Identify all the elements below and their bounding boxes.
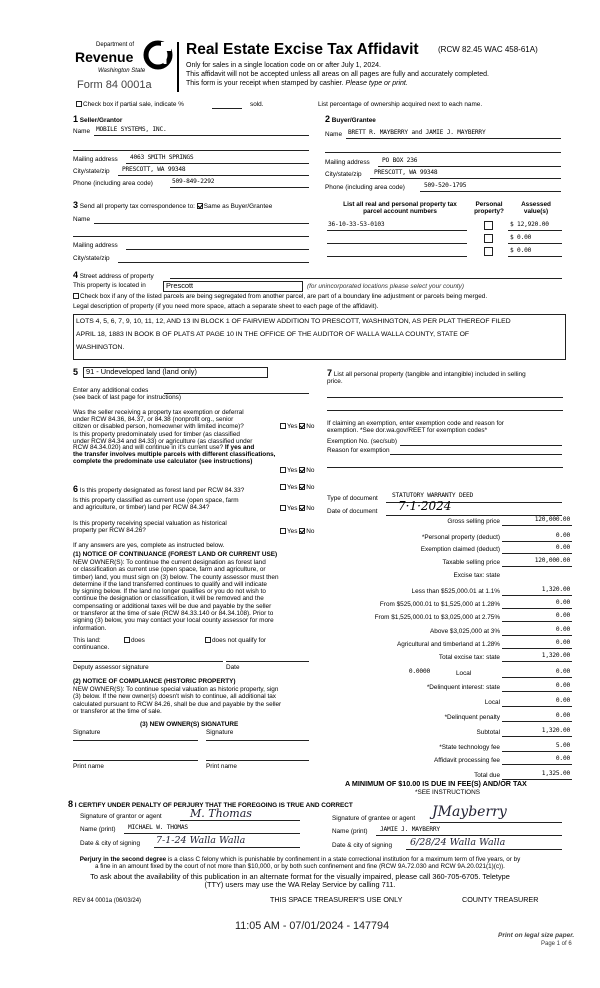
- sec6-q3: Is this property receiving special valuation as historical property per RCW 84.26?: [73, 520, 227, 535]
- tax-row-label: Local: [484, 699, 500, 706]
- sec6-q1: 6 Is this property designated as forest land per RCW 84.33?: [73, 484, 245, 494]
- dor-logo-icon: [143, 40, 173, 70]
- exemption-text: If claiming an exemption, enter exemption code and reason for exemption. *See dor.wa.gov/REET for exemption codes*: [327, 420, 504, 435]
- sec3-name-line-2: [73, 236, 309, 237]
- reason-label: Reason for exemption: [327, 447, 390, 454]
- tax-row-value: 5.00: [555, 742, 570, 749]
- owner-print-label-2: Print name: [206, 763, 237, 770]
- doc-date-value: 7·1·2024: [398, 499, 452, 513]
- tax-row-line[interactable]: [502, 635, 572, 636]
- tax-row-value: 0.00: [555, 755, 570, 762]
- page-number: Page 1 of 6: [541, 941, 572, 947]
- owner-signature-line-2[interactable]: [206, 740, 309, 741]
- tax-row-line[interactable]: [502, 595, 572, 596]
- tax-row-label: From $525,000.01 to $1,525,000 at 1.28%: [379, 601, 500, 608]
- this-land-label: This land: continuance.: [73, 637, 110, 652]
- assessed-line-1[interactable]: [508, 230, 562, 231]
- owner-print-line-1[interactable]: [73, 760, 198, 761]
- seller-phone-line[interactable]: [170, 187, 309, 188]
- grantor-date-line[interactable]: [154, 847, 300, 848]
- tax-row-line[interactable]: [502, 525, 572, 526]
- land-does-checkbox[interactable]: does: [124, 637, 145, 644]
- grantee-date: 6/28/24 Walla Walla: [410, 837, 506, 848]
- buyer-phone-label: Phone (including area code): [325, 184, 405, 191]
- owner-print-line-2[interactable]: [206, 760, 309, 761]
- personal-property-checkbox-1[interactable]: [484, 221, 493, 230]
- exemption-no-line[interactable]: [400, 445, 562, 446]
- form-citation: (RCW 82.45 WAC 458-61A): [438, 45, 538, 54]
- sec6-q3-answer[interactable]: Yes No: [280, 528, 314, 535]
- deputy-date-label: Date: [226, 664, 240, 671]
- buyer-name: BRETT R. MAYBERRY and JAMIE J. MAYBERRY: [348, 129, 486, 136]
- parcel-acct-1: 36-10-33-53-0103: [328, 221, 385, 228]
- local-line[interactable]: [502, 677, 572, 678]
- tax-row-label: *Delinquent penalty: [444, 714, 500, 721]
- land-use-value: 91 - Undeveloped land (land only): [86, 367, 197, 376]
- seller-city-label: City/state/zip: [73, 168, 110, 175]
- local-value: 0.00: [555, 668, 570, 675]
- ownership-note: List percentage of ownership acquired next to each name.: [318, 101, 483, 108]
- grantee-name-label: Name (print): [332, 828, 368, 835]
- section-1-heading: 1 Seller/Grantor: [73, 114, 123, 124]
- doc-type-value: STATUTORY WARRANTY DEED: [392, 492, 474, 499]
- located-in-label: This property is located in: [73, 282, 146, 289]
- parcel-header-2: Personal property?: [474, 201, 504, 216]
- tax-row-line[interactable]: [502, 764, 572, 765]
- tax-row-label: Exemption claimed (deduct): [420, 546, 500, 553]
- assessed-line-3[interactable]: [508, 256, 562, 257]
- seller-phone-label: Phone (including area code): [73, 180, 153, 187]
- local-rate: 0.0000: [408, 668, 430, 675]
- buyer-city-line[interactable]: [370, 178, 561, 179]
- tax-row-value: 0.00: [555, 712, 570, 719]
- tax-row-label: Above $3,025,000 at 3%: [430, 628, 500, 635]
- grantee-signature-label: Signature of grantee or agent: [332, 815, 416, 822]
- grantor-date-label: Date & city of signing: [80, 840, 141, 847]
- tax-row-value: 1,320.00: [541, 586, 570, 593]
- partial-sold-label: sold.: [250, 101, 264, 108]
- certify-heading: 8 I CERTIFY UNDER PENALTY OF PERJURY THAT THE FOREGOING IS TRUE AND CORRECT: [68, 799, 353, 809]
- deputy-date-line[interactable]: [226, 661, 309, 662]
- see-instructions: *SEE INSTRUCTIONS: [415, 789, 480, 796]
- tax-row-line[interactable]: [502, 553, 572, 554]
- sec5-q2: Is this property predominately used for timber (as classified under RCW 84.34 and 84.33) or agriculture (as classified under RCW 84.34.020) and will continue in it's current use? If yes and the transfer involves multiple parcels with different classifications, complete the predominate use calculator (see instructions): [73, 431, 276, 465]
- partial-sale-checkbox[interactable]: Check box if partial sale, indicate %: [76, 101, 184, 108]
- tax-row-line[interactable]: [502, 751, 572, 752]
- deputy-signature-label: Deputy assessor signature: [73, 664, 149, 671]
- personal-property-line-1[interactable]: [327, 397, 563, 398]
- sec3-mail-label: Mailing address: [73, 242, 118, 249]
- doc-date-label: Date of document: [327, 508, 378, 515]
- county-treasurer-label: COUNTY TREASURER: [462, 895, 539, 904]
- owner-signature-label-2: Signature: [206, 729, 234, 736]
- tax-row-value: 1,320.00: [541, 727, 570, 734]
- tax-row-line[interactable]: [502, 621, 572, 622]
- header-note-3: This form is your receipt when stamped by cashier. Please type or print.: [186, 80, 408, 87]
- alt-format-notice: To ask about the availability of this publication in an alternate format for the visually impaired, please call 360-705-6705. Teletype (TTY) users may use the WA Relay Service by calling 711.: [90, 872, 510, 890]
- legal-description-line-3: WASHINGTON.: [76, 344, 125, 351]
- section-7-heading-2: price.: [327, 378, 343, 385]
- grantor-name: MICHAEL W. THOMAS: [128, 824, 188, 831]
- personal-property-checkbox-2[interactable]: [484, 234, 493, 243]
- deputy-signature-line[interactable]: [73, 661, 223, 662]
- notice-1-text: NEW OWNER(S): To continue the current designation as forest land or classification as current use (open space, farm and agriculture, or timber) land, you must sign on (3) below. The county assessor must then determine if the land transferred continues to qualify and will indicate by signing below. If the land no longer qualifies or you do not wish to continue the designation or classification, it will be removed and the compensating or additional taxes will be due and payable by the seller or transferor at the time of sale (RCW 84.33.140 or 84.34.108). Prior to signing (3) below, you may contact your local county assessor for more information.: [73, 559, 279, 632]
- segregate-checkbox[interactable]: Check box if any of the listed parcels are being segregated from another parcel, are part of a boundary line adjustment or parcels being merged.: [73, 293, 487, 300]
- sec6-q2: Is this property classified as current use (open space, farm and agriculture, or timber) land per RCW 84.34?: [73, 497, 239, 512]
- notice-2-heading: (2) NOTICE OF COMPLIANCE (HISTORIC PROPERTY): [73, 678, 236, 685]
- buyer-city-label: City/state/zip: [325, 171, 362, 178]
- sec6-q1-answer[interactable]: Yes No: [280, 484, 314, 491]
- tax-row-value: 1,325.00: [541, 770, 570, 777]
- buyer-phone-line[interactable]: [420, 191, 561, 192]
- seller-mail-line[interactable]: [126, 163, 309, 164]
- grantee-name: JAMIE J. MAYBERRY: [380, 826, 440, 833]
- tax-row-line[interactable]: [502, 691, 572, 692]
- tax-row-value: 0.00: [555, 544, 570, 551]
- notice-1-heading: (1) NOTICE OF CONTINUANCE (FOREST LAND OR CURRENT USE): [73, 551, 278, 558]
- parcel-header-3: Assessed value(s): [521, 201, 551, 216]
- assessed-value-3: $ 0.00: [510, 247, 532, 254]
- section-3-heading: 3 Send all property tax correspondence to: Same as Buyer/Grantee: [73, 200, 273, 210]
- reason-line[interactable]: [390, 454, 562, 455]
- additional-codes-label: Enter any additional codes (see back of last page for instructions): [73, 387, 181, 402]
- grantee-signature-line[interactable]: [430, 822, 562, 823]
- tax-row-label: *Personal property (deduct): [421, 534, 500, 541]
- sec5-q1: Was the seller receiving a property tax exemption or deferral under RCW 84.36, 84.37, or 84.38 (nonprofit org., senior citizen or disabled person, homeowner with limited income)?: [73, 409, 244, 431]
- land-does-not-checkbox[interactable]: does not qualify for: [205, 637, 266, 644]
- tax-row-label: Total due: [474, 772, 500, 779]
- assessed-value-1: $ 12,920.00: [510, 221, 549, 228]
- buyer-name-line[interactable]: [346, 138, 561, 139]
- additional-codes-line[interactable]: [164, 393, 309, 394]
- seller-name-label: Name: [73, 128, 91, 135]
- seller-name: MOBILE SYSTEMS, INC.: [96, 126, 167, 133]
- parcel-acct-line-2[interactable]: [327, 243, 467, 244]
- grantor-date: 7-1-24 Walla Walla: [156, 835, 246, 846]
- tax-row-value: 0.00: [555, 599, 570, 606]
- personal-property-line-2[interactable]: [327, 410, 563, 411]
- tax-row-label: Agricultural and timberland at 1.28%: [396, 641, 500, 648]
- tax-row-label: Less than $525,000.01 at 1.1%: [411, 588, 500, 595]
- same-as-buyer-checkbox[interactable]: [197, 203, 203, 209]
- tax-row-line[interactable]: [502, 608, 572, 609]
- tax-row-label: Total excise tax: state: [438, 654, 500, 661]
- exemption-no-label: Exemption No. (sec/sub): [327, 438, 397, 445]
- owner-signature-label-1: Signature: [73, 729, 101, 736]
- seller-city: PRESCOTT, WA 99348: [122, 166, 186, 173]
- tax-row-line[interactable]: [502, 706, 572, 707]
- grantor-signature: M. Thomas: [190, 807, 252, 820]
- header-note-2: This affidavit will not be accepted unless all areas on all pages are fully and accurately completed.: [186, 71, 489, 78]
- perjury-notice: Perjury in the second degree is a class C felony which is punishable by confinement in a state correctional institution for a maximum term of five years, or by a fine in an amount fixed by the court of not more than $10,000, or by both such confinement and fine (RCW 9A.72.030 and RCW 9A.20.021(1)(c)).: [79, 856, 521, 871]
- tax-row-label: Subtotal: [476, 729, 500, 736]
- assessed-value-2: $ 0.00: [510, 234, 532, 241]
- buyer-mail: PO BOX 236: [382, 157, 418, 164]
- tax-row-label: *State technology fee: [439, 744, 500, 751]
- grantee-date-line[interactable]: [406, 849, 562, 850]
- sec5-q2-answer[interactable]: Yes No: [280, 467, 314, 474]
- tax-row-value: 0.00: [555, 682, 570, 689]
- sec3-city-line[interactable]: [118, 262, 309, 263]
- grantor-name-line[interactable]: [124, 833, 300, 834]
- tax-row-line[interactable]: [502, 661, 572, 662]
- tax-row-value: 120,000.00: [534, 557, 570, 564]
- seller-name-line-2: [73, 150, 309, 151]
- section-2-heading: 2 Buyer/Grantee: [325, 114, 376, 124]
- tax-row-value: 0.00: [555, 626, 570, 633]
- legal-paper-note: Print on legal size paper.: [498, 932, 575, 939]
- buyer-name-line-2: [325, 152, 561, 153]
- tax-row-value: 0.00: [555, 697, 570, 704]
- seller-phone: 509-849-2292: [172, 178, 215, 185]
- header-note-1: Only for sales in a single location code on or after July 1, 2024.: [186, 62, 381, 69]
- rev-number: REV 84 0001a (06/03/24): [73, 898, 142, 904]
- treasurer-use-label: THIS SPACE TREASURER'S USE ONLY: [270, 895, 403, 904]
- buyer-phone: 509-520-1795: [424, 182, 467, 189]
- tax-row-line[interactable]: [502, 721, 572, 722]
- sec6-q2-answer[interactable]: Yes No: [280, 505, 314, 512]
- grantee-date-label: Date & city of signing: [332, 842, 393, 849]
- buyer-mail-line[interactable]: [378, 166, 561, 167]
- department-label: Department of: [96, 42, 135, 48]
- grantee-signature: JMayberry: [432, 804, 507, 820]
- form-title: Real Estate Excise Tax Affidavit: [186, 41, 419, 58]
- tax-row-value: 0.00: [555, 612, 570, 619]
- tax-row-line[interactable]: [502, 648, 572, 649]
- tax-row-line[interactable]: [502, 736, 572, 737]
- seller-city-line[interactable]: [118, 175, 309, 176]
- owner-signature-line-1[interactable]: [73, 740, 198, 741]
- buyer-city: PRESCOTT, WA 99348: [374, 169, 438, 176]
- tax-row-line[interactable]: [502, 541, 572, 542]
- reason-line-2[interactable]: [327, 467, 563, 468]
- grantee-name-line[interactable]: [376, 835, 562, 836]
- seller-mail-label: Mailing address: [73, 156, 118, 163]
- sec6-instruction: If any answers are yes, complete as instructed below.: [73, 542, 225, 549]
- sec3-name-label: Name: [73, 216, 91, 223]
- sec3-mail-line[interactable]: [126, 249, 309, 250]
- buyer-name-label: Name: [325, 131, 343, 138]
- assessed-line-2[interactable]: [508, 243, 562, 244]
- state-label: Washington State: [98, 68, 146, 74]
- tax-row-label: Gross selling price: [447, 518, 500, 525]
- seller-mail: 4063 SMITH SPRINGS: [130, 154, 194, 161]
- legal-description-line-2: APRIL 18, 1883 IN BOOK B OF PLATS AT PAGE 10 IN THE OFFICE OF THE AUDITOR OF WALLA WALLA COUNTY, STATE OF: [76, 331, 470, 338]
- legal-description-line-1: LOTS 4, 5, 6, 7, 9, 10, 11, 12, AND 13 IN BLOCK 1 OF FAIRVIEW ADDITION TO PRESCOTT, WASHINGTON, AS PER PLAT THEREOF FILED: [76, 318, 511, 325]
- tax-row-line[interactable]: [502, 566, 572, 567]
- partial-percent-line[interactable]: [212, 108, 242, 109]
- section-5-number: 5: [73, 367, 79, 377]
- sec3-name-line[interactable]: [94, 223, 309, 224]
- revenue-label: Revenue: [75, 49, 134, 65]
- owner-print-label-1: Print name: [73, 763, 104, 770]
- section-4-heading: 4 Street address of property: [73, 270, 154, 280]
- tax-row-label: *Delinquent interest: state: [426, 684, 500, 691]
- tax-row-label: Taxable selling price: [442, 559, 500, 566]
- notice-2-text: NEW OWNER(S): To continue special valuation as historic property, sign (3) below. If the new owner(s) doesn't wish to continue, all additional tax calculated pursuant to RCW 84.26, shall be due and payable by the seller or transferor at the time of sale.: [73, 686, 282, 715]
- minimum-notice: A MINIMUM OF $10.00 IS DUE IN FEE(S) AND/OR TAX: [345, 779, 527, 788]
- street-address-line[interactable]: [170, 278, 562, 279]
- tax-row-value: 0.00: [555, 532, 570, 539]
- location-note: (for unincorporated locations please select your county): [307, 283, 465, 290]
- legal-description-label: Legal description of property (if you need more space, attach a separate sheet to each page of the affidavit).: [73, 303, 379, 310]
- parcel-header-1: List all real and personal property tax parcel account numbers: [343, 201, 457, 216]
- recording-stamp: 11:05 AM - 07/01/2024 - 147794: [235, 920, 390, 932]
- local-label: Local: [456, 670, 472, 677]
- form-number: Form 84 0001a: [77, 79, 152, 91]
- tax-row-value: 0.00: [555, 639, 570, 646]
- notice-3-heading: (3) NEW OWNER(S) SIGNATURE: [140, 721, 239, 728]
- sec3-city-label: City/state/zip: [73, 255, 110, 262]
- grantor-name-label: Name (print): [80, 826, 116, 833]
- sec5-q1-answer[interactable]: Yes No: [280, 423, 314, 430]
- personal-property-checkbox-3[interactable]: [484, 247, 493, 256]
- tax-row-value: 1,320.00: [541, 652, 570, 659]
- tax-row-label: From $1,525,000.01 to $3,025,000 at 2.75%: [374, 614, 500, 621]
- location-city: Prescott: [166, 281, 194, 290]
- doc-type-label: Type of document: [327, 495, 378, 502]
- tax-row-label: Affidavit processing fee: [434, 757, 500, 764]
- tax-row-value: 120,000.00: [534, 516, 570, 523]
- tax-row-label: Excise tax: state: [453, 572, 500, 579]
- parcel-acct-line-1[interactable]: [327, 230, 467, 231]
- buyer-mail-label: Mailing address: [325, 159, 370, 166]
- grantor-signature-label: Signature of grantor or agent: [80, 813, 162, 820]
- header-divider: [177, 42, 179, 92]
- parcel-acct-line-3[interactable]: [327, 256, 467, 257]
- seller-name-line[interactable]: [94, 135, 309, 136]
- section-7-heading: 7 List all personal property (tangible and intangible) included in selling: [327, 368, 526, 378]
